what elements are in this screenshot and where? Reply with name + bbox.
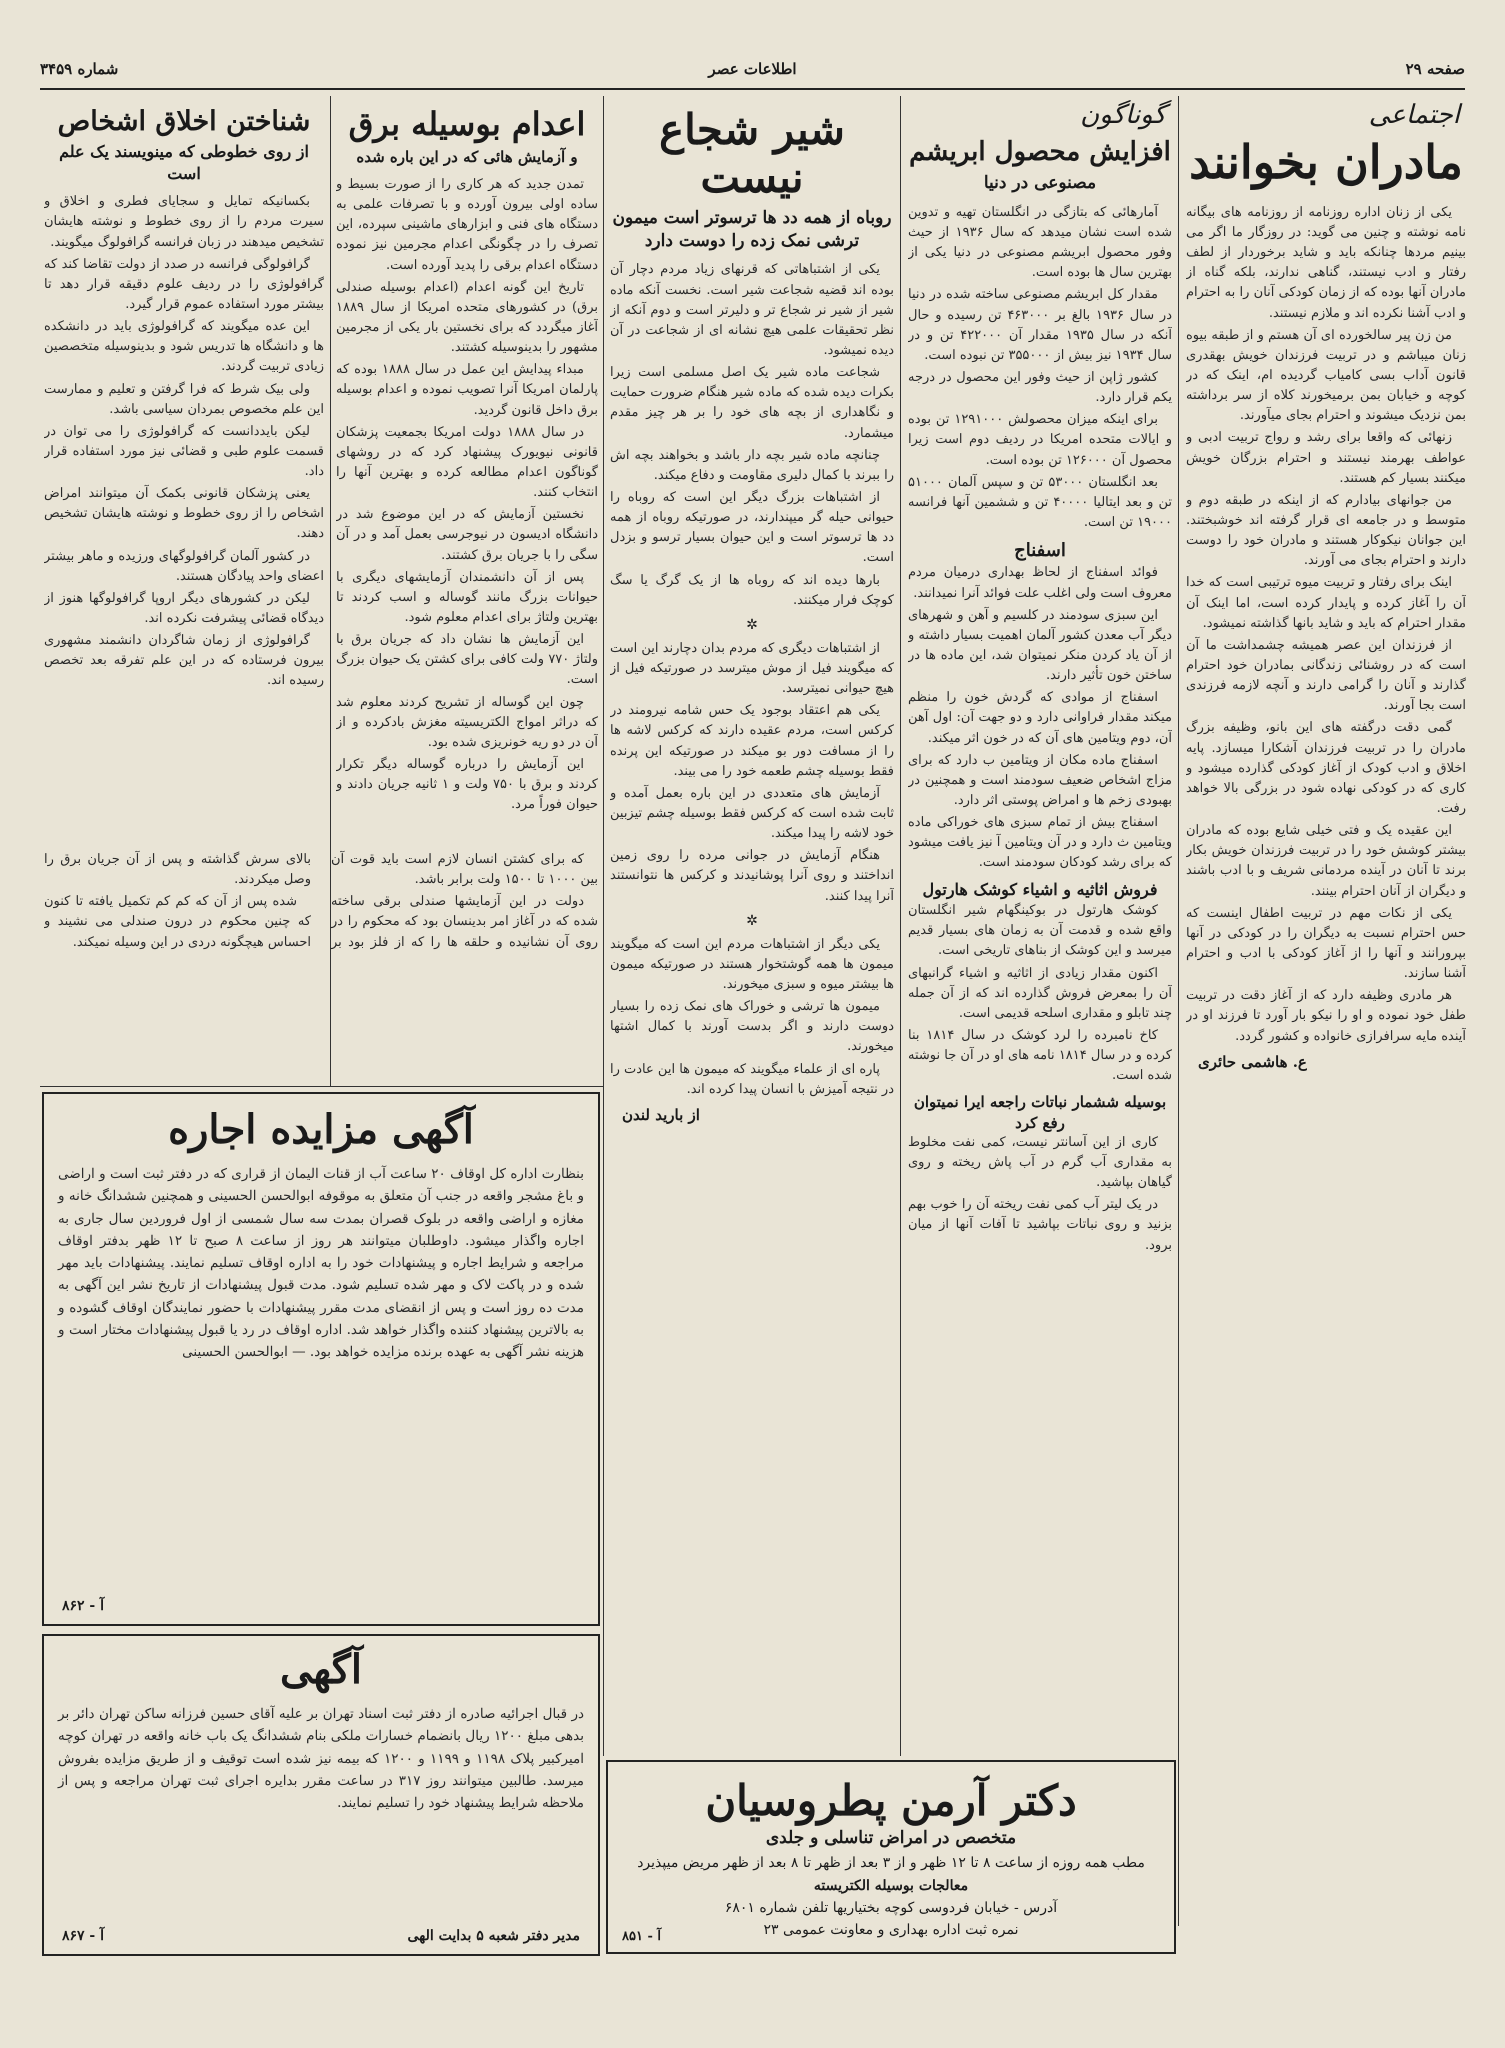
paragraph: یکی از اشتباهاتی که قرنهای زیاد مردم دچار آن بوده اند قضیه شجاعت شیر است. نخست آنکه ماده شیر از شیر نر شجاع تر و دلیرتر است و دوم آنکه از نظر تحقیقات علمی هیچ نشانه ای از شجاعت در آن دیده نمیشود. [610, 262, 894, 359]
article-source: از بارید لندن [622, 1105, 700, 1124]
paragraph: اسفناج ماده مکان از ویتامین ب دارد که برای مزاج اشخاص ضعیف سودمند است و همچنین در بهبودی زخم ها و امراض پوستی اثر دارد. [908, 752, 1172, 808]
paragraph: از اشتباهات بزرگ دیگر این است که روباه را حیوانی حیله گر میپندارند، در صورتیکه روباه از همه دد ها ترسوتر است و این حیوان بسیار ترسو و بزدل است. [610, 490, 894, 566]
paragraph: گرافولوگی فرانسه در صدد از دولت تقاضا کند که گرافولوژی را در ردیف علوم دقیقه قرار دهد تا بیشتر مورد استفاده عموم قرار گیرد. [44, 256, 324, 312]
column-rule [603, 96, 604, 1756]
paragraph: این سبزی سودمند در کلسیم و آهن و شهرهای دیگر آب معدن کشور آلمان اهمیت بسیار داشته و از آن یاد کردن منکر نمیتوان شد، این ماده ها در ساختن خون تأثیر دارند. [908, 607, 1172, 684]
article-electric-continued [44, 850, 598, 1080]
article-headline: مادران بخوانند [1189, 135, 1463, 189]
ad-code: آ - ۸۶۲ [62, 1598, 105, 1614]
paragraph: آمارهائی که بتازگی در انگلستان تهیه و تدوین شده است نشان میدهد که سال ۱۹۳۶ از حیث وفور محصول ابریشم مصنوعی در دنیا یکی از بهترین سال ها بوده است. [908, 204, 1172, 281]
article-body [44, 192, 324, 691]
paragraph: این آزمایش ها نشان داد که جریان برق با ولتاژ ۷۷۰ ولت کافی برای کشتن یک حیوان بزرگ است. [336, 632, 598, 688]
paragraph: بارها دیده اند که روباه ها از یک گرگ یا سگ کوچک فرار میکنند. [610, 572, 894, 608]
section-kicker: گوناگون [1080, 100, 1166, 130]
paragraph: لیکن در کشورهای دیگر اروپا گرافولوگها هنوز از دیدگاه قضائی پیشرفت نکرده اند. [44, 590, 324, 627]
paragraph: شده پس از آن که کم کم تکمیل یافته تا کنون که چنین محکوم در درون صندلی می نشیند و احساس هیچگونه دردی در این وسیله نمیکند. [44, 894, 311, 950]
article-mothers [1186, 100, 1466, 2000]
ad-title: آگهی مزایده اجاره [168, 1106, 474, 1153]
paragraph: هر مادری وظیفه دارد که از آغاز دقت در تربیت طفل خود نموده و او را نیکو بار آورد تا فرزند او در آینده مایه سرافرازی خانواده و کشور گردد. [1186, 988, 1466, 1044]
paragraph: در سال ۱۸۸۸ دولت امریکا بجمعیت پزشکان قانونی نیویورک پیشنهاد کرد که در روشهای گوناگون اعدام مطالعه کرده و بهترین آنها را انتخاب کنند. [336, 424, 598, 501]
paragraph: این عده میگویند که گرافولوژی باید در دانشکده ها و دانشگاه ها تدریس شود و بدینوسیله متخصصین زیادی تربیت گردند. [44, 319, 324, 375]
paragraph: گرافولوژی از زمان شاگردان دانشمند مشهوری بیرون فرستاده که در این علم تفرقه بعد تخصص رسیده اند. [44, 633, 324, 689]
paragraph: که برای کشتن انسان لازم است باید قوت آن بین ۱۰۰۰ تا ۱۵۰۰ ولت برابر باشد. [331, 852, 598, 888]
ad-text: در قبال اجرائیه صادره از دفتر ثبت اسناد تهران بر علیه آقای حسین فرزانه ساکن تهران دائر بر بدهی مبلغ ۱۲۰۰ ریال بانضمام خسارات ملکی بنام ششدانگ یک باب خانه واقعه در تهران کوچه امیرکبیر پلاک ۱۱۹۸ و ۱۱۹۹ و ۱۲۰۰ که بیمه نیز شده است توقیف و از طریق مزایده بفروش میرسد. طالبین میتوانند روز ۳۱۷ در ساعت مقرر بدایره اجرای ثبت تهران مراجعه و پس از ملاحظه شرایط پیشنهاد خود را تسلیم نمایند. [58, 1706, 584, 1812]
article-headline: افزایش محصول ابریشم [909, 137, 1171, 167]
paragraph: شجاعت ماده شیر یک اصل مسلمی است زیرا بکرات دیده شده که ماده شیر هنگام ضرورت حمایت و نگاهداری از بچه های خود را بر هر چیز مقدم میشمارد. [610, 365, 894, 441]
article-body [1186, 203, 1466, 1047]
paragraph: آزمایش های متعددی در این باره بعمل آمده و ثابت شده است که کرکس فقط بوسیله چشم تیزبین خود لاشه را پیدا میکند. [610, 785, 894, 842]
ad-doctor [606, 1760, 1176, 1954]
paragraph: یعنی پزشکان قانونی بکمک آن میتوانند امراض اشخاص را از روی خطوط و نوشته هایشان تشخیص دهند. [44, 486, 324, 542]
section-rule [40, 1086, 603, 1087]
subsection-body [908, 1133, 1172, 1256]
paragraph: کاخ نامبرده را لرد کوشک در سال ۱۸۱۴ بنا کرده و در سال ۱۸۱۴ نامه های او در آن جا نوشته شده است. [908, 1027, 1172, 1084]
paragraph: من زن پیر سالخورده ای آن هستم و از طبقه بیوه زنان میباشم و در تربیت فرزندان خویش بهقدری قانون آداب بسی کامیاب گردیده ام، اینک که در کوچه و خیابان بمن برمیخورند کلاه از سر برداشته بمن نزدیک میشوند و احترام بجای میآورند. [1186, 327, 1466, 424]
article-subtitle: و آزمایش هائی که در این باره شده [356, 147, 578, 166]
article-subtitle: مصنوعی در دنیا [983, 172, 1097, 193]
article-body [610, 260, 894, 610]
doctor-hours: مطب همه روزه از ساعت ۸ تا ۱۲ ظهر و از ۳ بعد از ظهر تا ۸ بعد از ظهر مریض میپذیرد [637, 1855, 1145, 1872]
paragraph: تمدن جدید که هر کاری را از صورت بسیط و ساده اولی بیرون آورده و با تصرفات علمی به دستگاه های فنی و ابزارهای ماشینی سپرده، این تصرف را در چگونگی اعدام مجرمین نیز نموده دستگاه اعدام برقی را پدید آورده است. [336, 177, 598, 273]
paragraph: یکی از نکات مهم در تربیت اطفال اینست که حس احترام نسبت به دیگران را در کودکی در آنها بپرورانند و آنها را از آغاز کودکی با ادب و احترام آشنا سازند. [1186, 905, 1466, 982]
article-subtitle: از روی خطوطی که مینویسند یک علم است [59, 142, 309, 183]
paragraph: این آزمایش را درباره گوساله دیگر تکرار کردند و برق با ۷۵۰ ولت و ۱ ثانیه جریان دادند و حیوان فوراً مرد. [336, 756, 598, 813]
ad-footer: مدیر دفتر شعبه ۵ بدایت الهی [407, 1928, 580, 1944]
paragraph: نخستین آزمایش که در این موضوع شد در دانشگاه ادیسون در نیوجرسی بعمل آمد و در آن سگی را با جریان برق کشتند. [336, 507, 598, 563]
paragraph: فوائد اسفناج از لحاظ بهداری درمیان مردم معروف است ولی اغلب علت فوائد آنرا نمیدانند. [908, 565, 1172, 601]
doctor-address: آدرس - خیابان فردوسی کوچه بختیاریها تلفن شماره ۶۸۰۱ [724, 1899, 1058, 1916]
paragraph: مقدار کل ابریشم مصنوعی ساخته شده در دنیا در سال ۱۹۳۶ بالغ بر ۴۶۳۰۰۰ تن رسیده و حال آنکه در سال ۱۹۳۵ مقدار آن ۴۲۲۰۰۰ تن و در سال ۱۹۳۴ نیز بیش از ۳۵۵۰۰۰ تن نبوده است. [908, 287, 1172, 363]
section-kicker: اجتماعی [1368, 100, 1460, 130]
paragraph: این عقیده یک و فتی خیلی شایع بوده که مادران بیشتر کوشش خود را در تربیت فرزندان خویش بکار برند تا آنان در آینده مردمانی شریف و با ادب باشند و دیگران از آنان احترام بینند. [1186, 823, 1466, 899]
paragraph: پاره ای از علماء میگویند که میمون ها این عادت را در نتیجه آمیزش با انسان پیدا کرده اند. [610, 1061, 894, 1097]
paragraph: کشور ژاپن از حیث وفور این محصول در درجه یکم قرار دارد. [908, 369, 1172, 406]
paragraph: یکی از زنان اداره روزنامه از روزنامه های بیگانه نامه نوشته و چنین می گوید: در روزگار ما اگر می بینیم مردها چنانکه باید و شاید برخوردار از لطف رفتار و ادب نیستند، گناهی ندارند، بلکه گناه از مادران آنها بوده که از زمان کودکی آنان را به احترام و ادب آشنا نکرده اند و ملازم نیستند. [1186, 204, 1466, 321]
paragraph: گمی دقت درگفته های این بانو، وظیفه بزرگ مادران را در تربیت فرزندان آشکارا میسازد. پایه اخلاق و ادب کودک از آغاز کودکی گذارده میشود و کاری که در کودکی نهاده شود در بزرگی بالا خواهد رفت. [1186, 720, 1466, 816]
page-number: صفحه ۲۹ [1405, 60, 1465, 78]
doctor-name: دکتر آرمن پطروسیان [705, 1776, 1077, 1825]
paragraph: کوشک هارتول در بوکینگهام شیر انگلستان واقع شده و قدمت آن به زمان های بسیار قدیم میرسد و این کوشک از بناهای تاریخی است. [908, 903, 1172, 959]
ad-title: آگهی [280, 1646, 362, 1693]
paragraph: اسفناج از موادی که گردش خون را منظم میکند مقدار فراوانی دارد و دو جهت آن: اول آهن آن، دوم ویتامین های آن که در خون اثر میکند. [908, 690, 1172, 746]
subsection-title: فروش اثاثیه و اشیاء کوشک هارتول [922, 880, 1158, 900]
paragraph: اینک برای رفتار و تربیت میوه ترتیبی است که خدا آن را آغاز کرده و پایدار کرده است، اما اینک آن مقدار احترام که باید و شاید بانها گذاشته نمیشود. [1186, 575, 1466, 631]
ad-notice [42, 1634, 600, 1956]
paragraph: دولت در این آزمایشها صندلی برقی ساخته شده که در آغاز امر بدینسان بود که محکوم را در روی آن نشانیده و حلقه ها را که از فلز بود بر بالای سرش گذاشته و پس از آن جریان برق را وصل میکردند. [44, 852, 598, 950]
paragraph: هنگام آزمایش در جوانی مرده را روی زمین انداختند و روی آنرا پوشانیدند و کرکس ها نتوانستند آنرا پیدا کنند. [610, 848, 894, 904]
doctor-permit: نمره ثبت اداره بهداری و معاونت عمومی ۲۳ [763, 1922, 1019, 1939]
paragraph: برای اینکه میزان محصولش ۱۲۹۱۰۰۰ تن بوده و ایالات متحده امریکا در ردیف دوم است زیرا محصول آن ۱۲۶۰۰۰ تن بوده است. [908, 412, 1172, 468]
article-headline: اعدام بوسیله برق [348, 105, 586, 143]
ad-code: آ - ۸۶۷ [62, 1928, 105, 1944]
paragraph: من جوانهای بیادارم که از اینکه در طبقه دوم و متوسط و در جامعه ای قرار گرفته اند خوشبختند. این جوانان نیکوکار هستند و مادران خود را دوست دارند و احترام بجای می آورند. [1186, 492, 1466, 569]
paragraph: لیکن بایددانست که گرافولوژی را می توان در قسمت علوم طبی و قضائی نیز مورد استفاده قرار داد. [44, 423, 324, 480]
paragraph: اسفناج بیش از تمام سبزی های خوراکی ماده ویتامین ث دارد و در آن ویتامین آ نیز یافت میشود که برای رشد کودکان سودمند است. [908, 815, 1172, 871]
paper-name: اطلاعات عصر [708, 60, 797, 78]
subsection-body [908, 901, 1172, 1086]
article-body-continued [610, 935, 894, 1100]
article-headline: شناختن اخلاق اشخاص [57, 106, 311, 137]
paragraph: مبداء پیدایش این عمل در سال ۱۸۸۸ بوده که پارلمان امریکا آنرا تصویب نموده و اعدام بوسیله برق داخل قانون گردید. [336, 362, 598, 418]
issue-number: شماره ۳۴۵۹ [40, 60, 119, 78]
star-separator: ✲ [746, 616, 758, 633]
paragraph: بکسانیکه تمایل و سجایای فطری و اخلاق و سیرت مردم را از روی خطوط و نوشته هایشان تشخیص میدهند در زبان فرانسه گرافولوگ میگویند. [44, 194, 324, 250]
paragraph: زنهائی که واقعا برای رشد و رواج تربیت ادبی و عواطف بهرمند نیستند و احترام بزرگان خویش میکنند بسیار کم هستند. [1186, 430, 1466, 486]
paragraph: اکنون مقدار زیادی از اثاثیه و اشیاء گرانبهای آن را بمعرض فروش گذارده اند که از آن جمله چند تابلو و مقداری اسلحه قدیمی است. [908, 965, 1172, 1021]
article-electric-execution [336, 100, 598, 840]
ad-lease-auction [42, 1092, 600, 1626]
paragraph: چنانچه ماده شیر بچه دار باشد و بخواهند بچه اش را ببرند با کمال دلیری مقاومت و دفاع میکند. [610, 447, 894, 483]
paragraph: کاری از این آسانتر نیست، کمی نفت مخلوط به مقداری آب گرم در آب پاش ریخته و روی گیاهان بپاشید. [908, 1134, 1172, 1191]
article-graphology [44, 100, 324, 840]
paragraph: در یک لیتر آب کمی نفت ریخته آن را خوب بهم بزنید و روی نباتات بپاشید تا آفات آنها از میان برود. [908, 1197, 1172, 1253]
ad-text: بنظارت اداره کل اوقاف ۲۰ ساعت آب از قنات الیمان از قراری که در دفتر ثبت است و اراضی و باغ مشجر واقعه در جنب آن متعلق به موقوفه ابوالحسن الحسینی و همچنین ششدانگ خانه و مغازه و اراضی واقعه در بلوک قصران بمدت سه سال شمسی از اول فروردین سال جاری به اجاره واگذار میشود. داوطلبان میتوانند هر روز از ساعت ۸ صبح تا ۱۲ ظهر بدفتر اوقاف مراجعه و شرایط اجاره و پیشنهادات خود را به اداره اوقاف تسلیم نمایند. پیشنهادات باید مهر شده و در پاکت لاک و مهر شده تسلیم شود. مدت قبول پیشنهادات از تاریخ نشر این آگهی به مدت ده روز است و پس از انقضای مدت مقرر پیشنهادات با حضور نمایندگان اوقاف گشوده و به بالاترین پیشنهاد کننده واگذار خواهد شد. اداره اوقاف در رد یا قبول پیشنهادات مختار است و هزینه نشر آگهی به عهده برنده مزایده خواهد بود. — ابوالحسن الحسینی [58, 1166, 585, 1361]
paragraph: چون این گوساله از تشریح کردند معلوم شد که دراثر امواج الکتریسیته مغزش بادکرده و از آن در دو ریه خونریزی شده بود. [336, 694, 598, 750]
paragraph: تاریخ این گونه اعدام (اعدام بوسیله صندلی برق) در کشورهای متحده امریکا از سال ۱۸۸۹ آغاز میگردد که برای نخستین بار یکی از مجرمین مشهور را بدینوسیله کشتند. [336, 279, 598, 356]
paragraph: بعد انگلستان ۵۳۰۰۰ تن و سپس آلمان ۵۱۰۰۰ تن و بعد ایتالیا ۴۰۰۰۰ تن و ششمین آنها فرانسه ۱۹۰۰۰ تن است. [908, 474, 1172, 530]
doctor-specialty: متخصص در امراض تناسلی و جلدی [765, 1828, 1017, 1848]
paragraph: یکی دیگر از اشتباهات مردم این است که میگویند میمون ها همه گوشتخوار هستند در صورتیکه میمون ها بیشتر میوه و سبزی میخورند. [610, 936, 894, 992]
ad-code: آ - ۸۵۱ [622, 1929, 662, 1944]
paragraph: از فرزندان این عصر همیشه چشمداشت ما آن است که در روشنائی زندگانی بمادران خود احترام گذارند و آنان را گرامی دارند و آنچه لازمه فرزندی است بجا آورند. [1186, 637, 1466, 714]
article-signature: ع. هاشمی حائری [1198, 1052, 1307, 1071]
paragraph: در کشور آلمان گرافولوگهای ورزیده و ماهر بیشتر اعضای واحد پیادگان هستند. [44, 548, 324, 584]
article-subtitle: روباه از همه دد ها ترسوتر است میمون ترشی نمک زده را دوست دارد [612, 207, 892, 251]
subsection-body [908, 563, 1172, 873]
paragraph: از اشتباهات دیگری که مردم بدان دچارند این است که میگویند فیل از موش میترسد در صورتیکه فیل از هیچ حیوانی نمیترسد. [610, 640, 894, 697]
article-headline: شیر شجاع نیست [659, 105, 845, 203]
subsection-title: بوسیله ششمار نباتات راجعه ایرا نمیتوان رفع کرد [913, 1093, 1167, 1132]
paragraph: میمون ها ترشی و خوراک های نمک زده را بسیار دوست دارند و اگر بدست آورند با کمال اشتها میخورند. [610, 999, 894, 1055]
masthead [40, 48, 1465, 90]
article-body [336, 175, 598, 815]
column-rule [1178, 96, 1179, 1926]
article-miscellany [908, 100, 1172, 1750]
article-lion-not-brave [610, 100, 894, 1750]
paragraph: یکی هم اعتقاد بوجود یک حس شامه نیرومند در کرکس است، مردم عقیده دارند که کرکس لاشه ها را از مسافت دور بو میکند در صورتیکه این پرنده فقط بوسیله چشم طعمه خود را می بیند. [610, 703, 894, 779]
article-body-continued [610, 639, 894, 907]
paragraph: پس از آن دانشمندان آزمایشهای دیگری با حیوانات بزرگ مانند گوساله و اسب کردند تا بهترین ولتاژ برای اعدام معلوم شود. [336, 569, 598, 625]
paragraph: ولی بیک شرط که فرا گرفتن و تعلیم و ممارست این علم مخصوص بمردان سیاسی باشد. [44, 381, 324, 417]
doctor-treatment: معالجات بوسیله الکتریسته [813, 1877, 969, 1894]
column-rule [900, 96, 901, 1756]
star-separator: ✲ [746, 912, 758, 929]
subsection-title: اسفناج [1014, 540, 1066, 562]
article-body [908, 203, 1172, 533]
article-body [44, 850, 598, 954]
